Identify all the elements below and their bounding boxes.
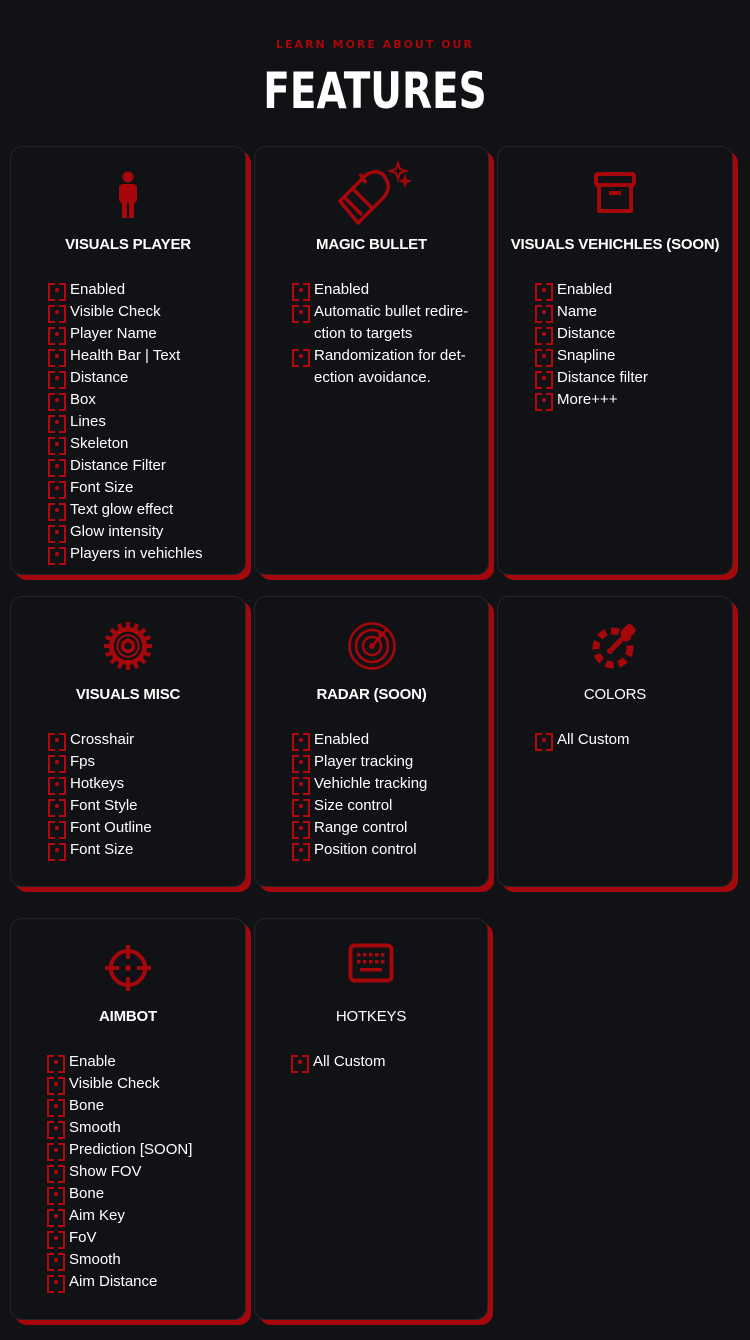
feature-item xyxy=(48,367,203,389)
crosshair-icon xyxy=(11,943,245,993)
bracket-bullet-icon xyxy=(47,1275,65,1289)
feature-item-label: Smooth xyxy=(69,1251,121,1268)
feature-item xyxy=(47,1161,192,1183)
feature-item-label: Aim Distance xyxy=(69,1273,158,1290)
feature-item-label: Health Bar | Text xyxy=(70,347,181,364)
bracket-bullet-icon xyxy=(48,371,66,385)
feature-list xyxy=(535,279,648,411)
feature-item-label: Range control xyxy=(314,819,408,836)
person-icon xyxy=(11,171,245,219)
feature-item-label: Players in vehichles xyxy=(70,545,203,562)
feature-item-label: ection avoidance. xyxy=(314,369,431,386)
card-title: COLORS xyxy=(583,686,647,703)
feature-card-visuals-vehichles-soon xyxy=(497,146,733,575)
bracket-bullet-icon xyxy=(48,503,66,517)
feature-card-aimbot xyxy=(10,918,246,1320)
feature-card-hotkeys xyxy=(254,918,488,1320)
card-title: VISUALS PLAYER xyxy=(65,236,191,253)
feature-item-label: Vehichle tracking xyxy=(314,775,428,792)
feature-item-label: All Custom xyxy=(557,731,630,748)
feature-item xyxy=(48,773,152,795)
bracket-bullet-icon xyxy=(48,437,66,451)
bracket-bullet-icon xyxy=(48,305,66,319)
feature-item xyxy=(535,367,648,389)
feature-item-label: Font Outline xyxy=(70,819,152,836)
feature-item-label: Show FOV xyxy=(69,1163,142,1180)
feature-item xyxy=(48,543,203,565)
bracket-bullet-icon xyxy=(48,755,66,769)
bracket-bullet-icon xyxy=(48,393,66,407)
section-title: FEATURES xyxy=(263,62,487,120)
feature-item-label: Enabled xyxy=(314,281,370,298)
feature-item xyxy=(48,521,203,543)
feature-item-label: Visible Check xyxy=(70,303,161,320)
bracket-bullet-icon xyxy=(48,525,66,539)
feature-card-radar-soon xyxy=(254,596,489,887)
bracket-bullet-icon xyxy=(47,1121,65,1135)
card-title: RADAR (SOON) xyxy=(316,686,427,703)
bracket-bullet-icon xyxy=(292,755,310,769)
feature-item-label: Box xyxy=(70,391,96,408)
feature-item-label: Text glow effect xyxy=(70,501,174,518)
feature-item-label: Fps xyxy=(70,753,96,770)
bracket-bullet-icon xyxy=(292,305,310,319)
feature-item-label: Size control xyxy=(314,797,393,814)
bracket-bullet-icon xyxy=(47,1165,65,1179)
feature-item xyxy=(47,1227,192,1249)
feature-item xyxy=(48,477,203,499)
bracket-bullet-icon xyxy=(292,777,310,791)
feature-item xyxy=(48,751,152,773)
feature-item xyxy=(47,1205,192,1227)
bracket-bullet-icon xyxy=(535,393,553,407)
feature-item xyxy=(48,411,203,433)
feature-item xyxy=(292,367,468,389)
card-title: VISUALS VEHICHLES (SOON) xyxy=(510,236,720,253)
feature-item-label: Distance xyxy=(557,325,616,342)
feature-item xyxy=(292,301,468,323)
bracket-bullet-icon xyxy=(292,349,310,363)
bracket-bullet-icon xyxy=(47,1055,65,1069)
feature-item-label: ction to targets xyxy=(314,325,413,342)
bracket-bullet-icon xyxy=(48,481,66,495)
bracket-bullet-icon xyxy=(292,799,310,813)
feature-list xyxy=(291,1051,386,1073)
feature-item-label: Prediction [SOON] xyxy=(69,1141,193,1158)
feature-item-label: Position control xyxy=(314,841,417,858)
feature-item xyxy=(47,1183,192,1205)
bullet-icon xyxy=(255,159,488,227)
keyboard-icon xyxy=(255,943,487,983)
feature-item-label: Glow intensity xyxy=(70,523,164,540)
feature-item-label: Name xyxy=(557,303,598,320)
feature-list xyxy=(292,729,427,861)
bracket-bullet-icon xyxy=(535,733,553,747)
feature-item-label: Player Name xyxy=(70,325,157,342)
feature-item xyxy=(48,345,203,367)
feature-item-label: Bone xyxy=(69,1097,105,1114)
feature-item xyxy=(47,1139,192,1161)
bracket-bullet-icon xyxy=(48,547,66,561)
card-title: HOTKEYS xyxy=(335,1008,407,1025)
bracket-bullet-icon xyxy=(47,1231,65,1245)
feature-list xyxy=(535,729,630,751)
feature-item-label: Enabled xyxy=(70,281,126,298)
bracket-bullet-icon xyxy=(48,349,66,363)
feature-item-label: Enabled xyxy=(557,281,613,298)
feature-item xyxy=(47,1271,192,1293)
feature-item xyxy=(48,729,152,751)
feature-item-label: Player tracking xyxy=(314,753,414,770)
card-title: MAGIC BULLET xyxy=(316,236,427,253)
feature-item xyxy=(48,817,152,839)
bracket-bullet-icon xyxy=(535,349,553,363)
feature-item xyxy=(47,1249,192,1271)
feature-item xyxy=(292,345,468,367)
feature-item xyxy=(48,301,203,323)
feature-item xyxy=(48,795,152,817)
feature-item xyxy=(292,729,427,751)
bracket-bullet-icon xyxy=(535,305,553,319)
feature-item-label: Font Size xyxy=(70,841,134,858)
feature-item xyxy=(292,817,427,839)
feature-item xyxy=(48,279,203,301)
radar-icon xyxy=(255,621,488,671)
feature-item xyxy=(291,1051,386,1073)
bracket-bullet-icon xyxy=(47,1143,65,1157)
feature-card-visuals-player xyxy=(10,146,246,575)
bracket-bullet-icon xyxy=(47,1209,65,1223)
feature-item xyxy=(48,499,203,521)
bracket-bullet-icon xyxy=(292,843,310,857)
feature-item xyxy=(292,751,427,773)
feature-item xyxy=(47,1051,192,1073)
feature-item xyxy=(292,795,427,817)
feature-item xyxy=(292,773,427,795)
feature-item-label: Enabled xyxy=(314,731,370,748)
feature-list xyxy=(48,729,152,861)
feature-item-label: Distance xyxy=(70,369,129,386)
feature-item-label: Skeleton xyxy=(70,435,129,452)
bracket-bullet-icon xyxy=(47,1253,65,1267)
bracket-bullet-icon xyxy=(48,459,66,473)
feature-item-label: All Custom xyxy=(313,1053,386,1070)
feature-list xyxy=(292,279,468,389)
feature-item-label: Aim Key xyxy=(69,1207,125,1224)
feature-item-label: Lines xyxy=(70,413,106,430)
feature-item-label: Crosshair xyxy=(70,731,135,748)
box-icon xyxy=(498,171,732,215)
feature-item-label: Smooth xyxy=(69,1119,121,1136)
bracket-bullet-icon xyxy=(292,821,310,835)
feature-item-label: Font Size xyxy=(70,479,134,496)
feature-item-label: Visible Check xyxy=(69,1075,160,1092)
feature-item-label: More+++ xyxy=(557,391,618,408)
feature-item xyxy=(48,839,152,861)
feature-item-label: Enable xyxy=(69,1053,116,1070)
bracket-bullet-icon xyxy=(47,1187,65,1201)
bracket-bullet-icon xyxy=(48,327,66,341)
bracket-bullet-icon xyxy=(48,799,66,813)
feature-item-label: Bone xyxy=(69,1185,105,1202)
eyedropper-icon xyxy=(498,621,732,671)
bracket-bullet-icon xyxy=(48,733,66,747)
feature-item xyxy=(292,279,468,301)
bracket-bullet-icon xyxy=(48,843,66,857)
card-title: VISUALS MISC xyxy=(75,686,181,703)
feature-item xyxy=(292,323,468,345)
bracket-bullet-icon xyxy=(48,821,66,835)
feature-item-label: Snapline xyxy=(557,347,616,364)
feature-item-label: Distance filter xyxy=(557,369,648,386)
feature-item-label: Font Style xyxy=(70,797,138,814)
feature-item xyxy=(47,1095,192,1117)
feature-item-label: Automatic bullet redire- xyxy=(314,303,469,320)
feature-list xyxy=(48,279,203,565)
bracket-bullet-icon xyxy=(48,777,66,791)
feature-item-label: Randomization for det- xyxy=(314,347,466,364)
feature-item xyxy=(535,279,648,301)
feature-item xyxy=(535,389,648,411)
feature-item xyxy=(535,345,648,367)
feature-item xyxy=(48,389,203,411)
bracket-bullet-icon xyxy=(292,733,310,747)
feature-item xyxy=(48,455,203,477)
feature-item xyxy=(292,839,427,861)
bracket-bullet-icon xyxy=(291,1055,309,1069)
bracket-bullet-icon xyxy=(47,1077,65,1091)
feature-item xyxy=(48,323,203,345)
feature-card-magic-bullet xyxy=(254,146,489,575)
gear-icon xyxy=(11,621,245,671)
card-title: AIMBOT xyxy=(99,1008,157,1025)
feature-item xyxy=(48,433,203,455)
feature-card-visuals-misc xyxy=(10,596,246,887)
bracket-bullet-icon xyxy=(48,415,66,429)
bracket-bullet-icon xyxy=(535,283,553,297)
feature-item xyxy=(535,301,648,323)
bracket-bullet-icon xyxy=(48,283,66,297)
bracket-bullet-icon xyxy=(47,1099,65,1113)
bracket-bullet-icon xyxy=(292,283,310,297)
bracket-bullet-icon xyxy=(535,327,553,341)
feature-item-label: FoV xyxy=(69,1229,97,1246)
feature-item xyxy=(535,729,630,751)
bracket-bullet-icon xyxy=(535,371,553,385)
feature-item-label: Hotkeys xyxy=(70,775,125,792)
feature-item xyxy=(535,323,648,345)
feature-card-colors xyxy=(497,596,733,887)
section-eyebrow: LEARN MORE ABOUT OUR xyxy=(276,38,474,51)
feature-item-label: Distance Filter xyxy=(70,457,166,474)
feature-item xyxy=(47,1073,192,1095)
feature-list xyxy=(47,1051,192,1293)
feature-item xyxy=(47,1117,192,1139)
